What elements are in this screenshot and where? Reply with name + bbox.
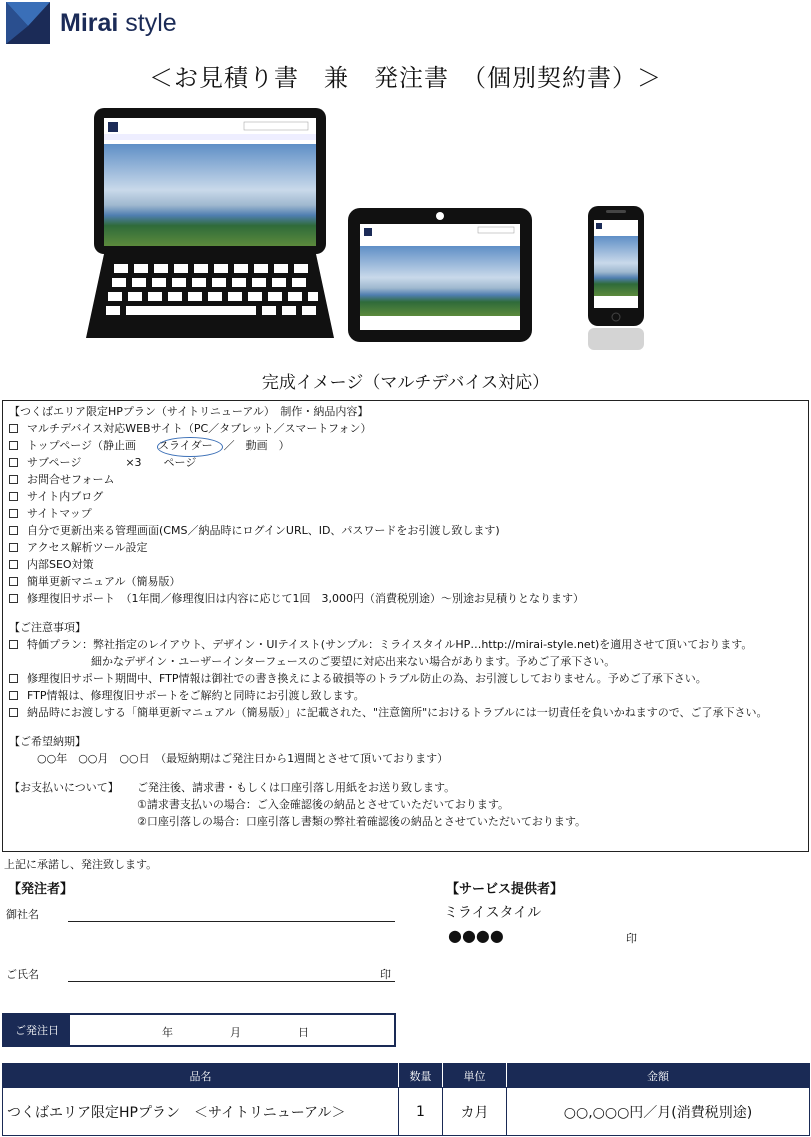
- laptop-icon: [86, 108, 334, 338]
- name-label: ご氏名: [6, 968, 39, 981]
- header-qty: 数量: [399, 1064, 443, 1088]
- checkbox[interactable]: [9, 560, 18, 569]
- checkbox[interactable]: [9, 509, 18, 518]
- provider-seal: 印: [626, 932, 637, 945]
- checkbox[interactable]: [9, 594, 18, 603]
- checkbox[interactable]: [9, 577, 18, 586]
- order-date-box: [2, 1013, 396, 1047]
- day-label: 日: [298, 1026, 309, 1039]
- checkbox[interactable]: [9, 640, 18, 649]
- delivery-header: 【ご希望納期】: [9, 735, 86, 748]
- document-title: ＜お見積り書 兼 発注書 （個別契約書）＞: [149, 64, 662, 92]
- header-item: 品名: [3, 1064, 399, 1088]
- smartphone-icon: [588, 206, 644, 350]
- payment-line: ②口座引落しの場合：口座引落し書類の弊社着確認後の納品とさせていただいております。: [137, 815, 586, 828]
- spec-item: 簡単更新マニュアル（簡易版）: [9, 573, 802, 590]
- checkbox[interactable]: [9, 691, 18, 700]
- checkbox[interactable]: [9, 526, 18, 535]
- agreement-text: 上記に承諾し、発注致します。: [4, 858, 158, 871]
- spec-item: 自分で更新出来る管理画面(CMS／納品時にログインURL、ID、パスワードをお引渡し致します): [9, 522, 802, 539]
- checkbox[interactable]: [9, 424, 18, 433]
- spec-item: アクセス解析ツール設定: [9, 539, 802, 556]
- spec-item: お問合せフォーム: [9, 471, 802, 488]
- spec-item: サブページ ×3 ページ: [9, 454, 802, 471]
- table-header-row: [3, 1064, 810, 1088]
- spec-item: サイト内ブログ: [9, 488, 802, 505]
- checkbox[interactable]: [9, 708, 18, 717]
- year-label: 年: [162, 1026, 173, 1039]
- image-caption: 完成イメージ（マルチデバイス対応）: [261, 373, 550, 393]
- tablet-icon: [348, 208, 532, 342]
- spec-item: 内部SEO対策: [9, 556, 802, 573]
- checkbox[interactable]: [9, 475, 18, 484]
- item-price: ○○,○○○円／月(消費税別途): [507, 1088, 810, 1136]
- note-indent: 細かなデザイン・ユーザーインターフェースのご要望に対応出来ない場合があります。予めご了承下さい。: [91, 655, 616, 668]
- spec-item: サイトマップ: [9, 505, 802, 522]
- orderer-seal: 印: [380, 968, 391, 981]
- note-item: 納品時にお渡しする「簡単更新マニュアル（簡易版）」に記載された、"注意箇所"におけるトラブルには一切責任を負いかねますので、ご了承下さい。: [9, 704, 802, 721]
- device-mockup-illustration: [0, 100, 811, 360]
- logo-mark-icon: [6, 2, 50, 44]
- header-unit: 単位: [443, 1064, 507, 1088]
- payment-label: 【お支払いについて】: [9, 781, 119, 794]
- note-item: FTP情報は、修理復旧サポートをご解約と同時にお引渡し致します。: [9, 687, 802, 704]
- provider-header: 【サービス提供者】: [446, 882, 564, 897]
- table-row: [3, 1088, 810, 1136]
- payment-section: [9, 779, 802, 830]
- spec-item: トップページ（静止画 スライダー ／ 動画 ）: [9, 437, 802, 454]
- provider-person: ●●●●: [448, 926, 504, 945]
- checkbox[interactable]: [9, 458, 18, 467]
- payment-line: ①請求書支払いの場合：ご入金確認後の納品とさせていただいております。: [137, 798, 509, 811]
- header-amount: 金額: [507, 1064, 810, 1088]
- provider-company: ミライスタイル: [444, 905, 542, 921]
- checkbox[interactable]: [9, 492, 18, 501]
- company-label: 御社名: [6, 908, 39, 921]
- spec-item: 修理復旧サポート （1年間／修理復旧は内容に応じて1回 3,000円（消費税別途）～別途お見積りとなります）: [9, 590, 802, 607]
- item-unit: カ月: [443, 1088, 507, 1136]
- order-date-field[interactable]: [70, 1015, 394, 1045]
- month-label: 月: [230, 1026, 241, 1039]
- orderer-header: 【発注者】: [8, 882, 74, 897]
- order-table: [2, 1063, 810, 1136]
- company-field[interactable]: [68, 921, 395, 922]
- notes-header: 【ご注意事項】: [9, 621, 86, 634]
- item-qty: 1: [399, 1088, 443, 1136]
- spec-box: [2, 400, 809, 852]
- brand-name: Mirai style: [60, 8, 177, 37]
- order-date-label: ご発注日: [4, 1015, 70, 1045]
- delivery-date: ○○年 ○○月 ○○日 （最短納期はご発注日から1週間とさせて頂いております）: [37, 752, 449, 765]
- checkbox[interactable]: [9, 674, 18, 683]
- note-item: 修理復旧サポート期間中、FTP情報は御社での書き換えによる破損等のトラブル防止の為、お引渡ししておりません。予めご了承下さい。: [9, 670, 802, 687]
- checkbox[interactable]: [9, 441, 18, 450]
- payment-line: ご発注後、請求書・もしくは口座引落し用紙をお送り致します。: [137, 781, 456, 794]
- brand-logo: [6, 2, 177, 44]
- spec-item: マルチデバイス対応WEBサイト（PC／タブレット／スマートフォン）: [9, 420, 802, 437]
- plan-header: 【つくばエリア限定HPプラン（サイトリニューアル） 制作・納品内容】: [9, 405, 369, 418]
- item-name: つくばエリア限定HPプラン ＜サイトリニューアル＞: [3, 1088, 399, 1136]
- note-item: 特価プラン：弊社指定のレイアウト、デザイン・UIテイスト(サンプル：ミライスタイルHP…http://mirai-style.net)を適用させて頂いております。: [9, 636, 802, 653]
- name-field[interactable]: [68, 981, 395, 982]
- checkbox[interactable]: [9, 543, 18, 552]
